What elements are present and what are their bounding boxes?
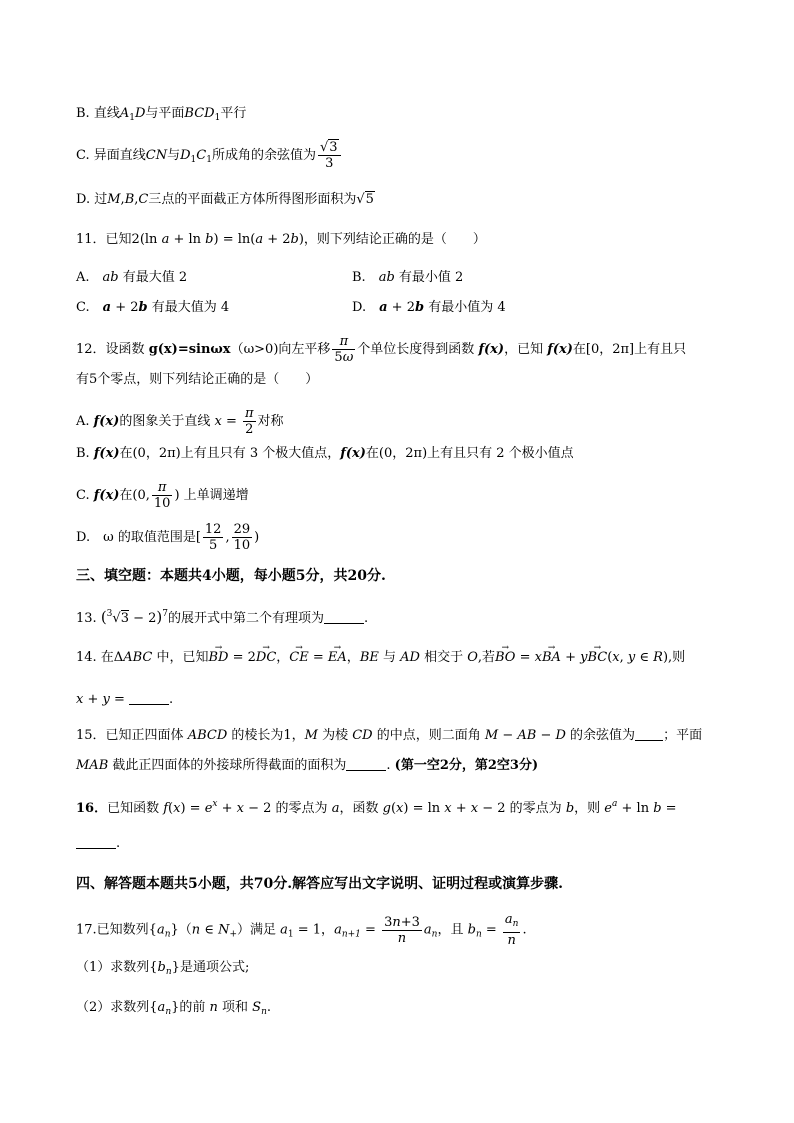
q10-option-d: D. 过M,B,C三点的平面截正方体所得图形面积为√5 [76, 192, 374, 207]
q13: 13. $(^3√3 - 2)^7$的展开式中第二个有理项为 . [76, 608, 369, 626]
q11-option-d: D. a + 2b 有最小值为 4 [352, 300, 506, 315]
q12-stem-line2: 有5个零点，则下列结论正确的是（ ） [76, 372, 319, 387]
q10-option-c: C. 异面直线CN与$D_1C_1$所成角的余弦值为 $\frac{√3}{3}$ [76, 140, 343, 171]
q13-blank [324, 609, 364, 624]
q15-line2: MAB 截此正四面体的外接球所得截面的面积为 . (第一空2分，第2空3分) [76, 758, 539, 773]
section-4-heading: 四、解答题本题共5小题，共70分.解答应写出文字说明、证明过程或演算步骤. [76, 876, 563, 892]
q12-stem-line1: 12．设函数 g(x)=sinωx（ω>0)向左平移 $\frac{\pi}{5\omega}$ 个单位长度得到函数 f(x)，已知 f(x)在[0，2π]上有且只 [76, 334, 687, 365]
q15-line1: 15．已知正四面体 ABCD 的棱长为1，M 为棱 CD 的中点，则二面角 M − AB − D 的余弦值为 ；平面 [76, 728, 703, 743]
q17-part1: （1）求数列$\{b_n\}$是通项公式; [76, 960, 250, 977]
q17-part2: （2）求数列$\{a_n\}$的前 n 项和 $S_n$. [76, 1000, 271, 1017]
q12-option-d: D. ω 的取值范围是[ $\frac{12}{5}$ , $\frac{29}{10}$ ) [76, 522, 260, 553]
q12-option-b: B. f(x)在(0，2π)上有且只有 3 个极大值点，f(x)在(0，2π)上有且只有 2 个极小值点 [76, 446, 574, 461]
q14-blank [129, 690, 169, 705]
q11-stem: 11．已知2(ln a + ln b) = ln(a + 2b)，则下列结论正确的是（ ） [76, 232, 486, 247]
q11-option-a: A. ab 有最大值 2 [76, 270, 188, 285]
q11-option-c: C. a + 2b 有最大值为 4 [76, 300, 230, 315]
q17-stem: 17.已知数列$\{a_n\}(n$ ∈ $N_+$）满足 $a_1 = 1$，$a_{n+1}$ = $\frac{3n+3}{n}$ $a_n$，且 $b_n$ = $\frac{a_n}{n}$ . [76, 912, 527, 948]
q12-option-c: C. f(x)在(0, $\frac{\pi}{10}$ ) 上单调递增 [76, 480, 249, 511]
q12-option-a: A. f(x)的图象关于直线 x = $\frac{\pi}{2}$ 对称 [76, 406, 284, 437]
q14-line2: x + y = . [76, 692, 174, 707]
q11-option-b: B. ab 有最小值 2 [352, 270, 464, 285]
section-3-heading: 三、填空题：本题共4小题，每小题5分，共20分. [76, 568, 386, 584]
q14-line1: 14. 在ΔABC 中，已知→ BD = 2→ DC，→ CE = → EA，BE 与 AD 相交于 O,若→ BO = x→ BA + y→ BC(x, y ∈ R),则 [76, 648, 685, 668]
q10-option-b: B. 直线$A_1D$与平面$BCD_1$平行 [76, 106, 247, 123]
q16-line2: . [76, 834, 120, 854]
q16-line1: 16．已知函数 $f(x) = e^x + x - 2$ 的零点为 a，函数 g(x) = ln x + x − 2 的零点为 b，则 $e^a + \ln b$ = [76, 799, 677, 816]
